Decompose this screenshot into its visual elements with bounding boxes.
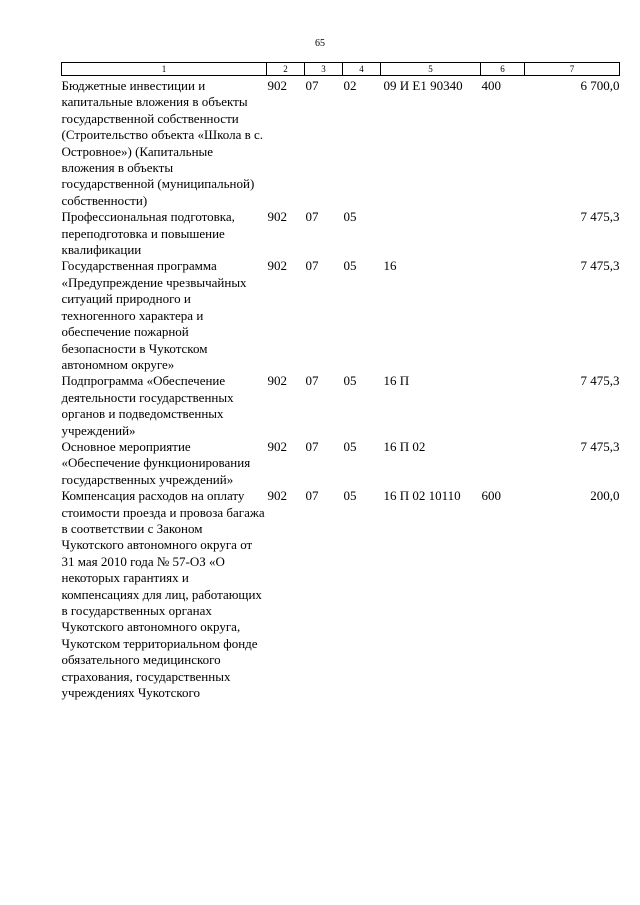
table-row: [62, 209, 620, 258]
expense-type-code: [481, 258, 525, 373]
ministry-code: 902: [267, 78, 287, 93]
budget-table: [61, 62, 620, 701]
section-code: 07: [305, 373, 319, 389]
column-header: 5: [381, 63, 481, 76]
section-code: 07: [305, 78, 319, 93]
target-article-code: [381, 209, 481, 258]
table-row: [62, 76, 620, 210]
amount: 7 475,3: [580, 373, 620, 389]
column-header: 4: [343, 63, 381, 76]
ministry-code: 902: [267, 209, 287, 225]
amount: 7 475,3: [580, 438, 620, 454]
target-article-code: 16 П 02 10110: [383, 488, 461, 504]
subsection-code: 05: [343, 488, 357, 504]
row-name: Компенсация расходов на оплату стоимости проезда и провоза багажа в соответствии с Законом Чукотского автономного округа от 31 мая 2010 года № 57-ОЗ «О некоторых гарантиях и компенсациях для лиц, работающих в государственных органах Чукотского автономного округа, Чукотском территориальном фонде обязательного медицинского страхования, государственных учреждениях Чукотского: [61, 488, 265, 701]
expense-type-code: [481, 439, 525, 488]
section-code: 07: [305, 258, 319, 274]
table-row: [62, 439, 620, 488]
row-name: Подпрограмма «Обеспечение деятельности государственных органов и подведомственных учреждений»: [61, 373, 234, 438]
subsection-code: 02: [343, 78, 357, 93]
ministry-code: 902: [267, 488, 287, 504]
row-name: Бюджетные инвестиции и капитальные вложения в объекты государственной собственности (Строительство объекта «Школа в с. Островное») (Капитальные вложения в объекты государственной (муниципальной) собственности): [61, 78, 264, 208]
ministry-code: 902: [267, 258, 287, 274]
amount: 7 475,3: [580, 209, 620, 225]
subsection-code: 05: [343, 209, 357, 225]
table-row: [62, 373, 620, 439]
subsection-code: 05: [343, 438, 357, 454]
section-code: 07: [305, 438, 319, 454]
ministry-code: 902: [267, 438, 287, 454]
row-name: Профессиональная подготовка, переподготовка и повышение квалификации: [61, 209, 235, 258]
amount: 6 700,0: [580, 78, 620, 93]
expense-type-code: 600: [481, 488, 501, 504]
column-header: 2: [267, 63, 305, 76]
column-header: 7: [525, 63, 620, 76]
page-number: 65: [315, 38, 325, 49]
row-name: Государственная программа «Предупреждение чрезвычайных ситуаций природного и техногенного характера и обеспечение пожарной безопасности в Чукотском автономном округе»: [61, 258, 247, 372]
subsection-code: 05: [343, 373, 357, 389]
amount: 7 475,3: [580, 258, 620, 274]
target-article-code: 16 П 02: [383, 438, 426, 454]
row-name: Основное мероприятие «Обеспечение функционирования государственных учреждений»: [61, 438, 251, 487]
column-header: 1: [62, 63, 267, 76]
expense-type-code: [481, 209, 525, 258]
expense-type-code: 400: [481, 78, 501, 93]
target-article-code: 09 И Е1 90340: [383, 78, 463, 93]
amount: 200,0: [590, 488, 620, 504]
table-row: [62, 258, 620, 373]
column-header: 3: [305, 63, 343, 76]
section-code: 07: [305, 488, 319, 504]
column-number-header-row: [62, 63, 620, 76]
column-header: 6: [481, 63, 525, 76]
table-row: [62, 488, 620, 701]
ministry-code: 902: [267, 373, 287, 389]
expense-type-code: [481, 373, 525, 439]
target-article-code: 16: [383, 258, 397, 274]
target-article-code: 16 П: [383, 373, 410, 389]
subsection-code: 05: [343, 258, 357, 274]
section-code: 07: [305, 209, 319, 225]
